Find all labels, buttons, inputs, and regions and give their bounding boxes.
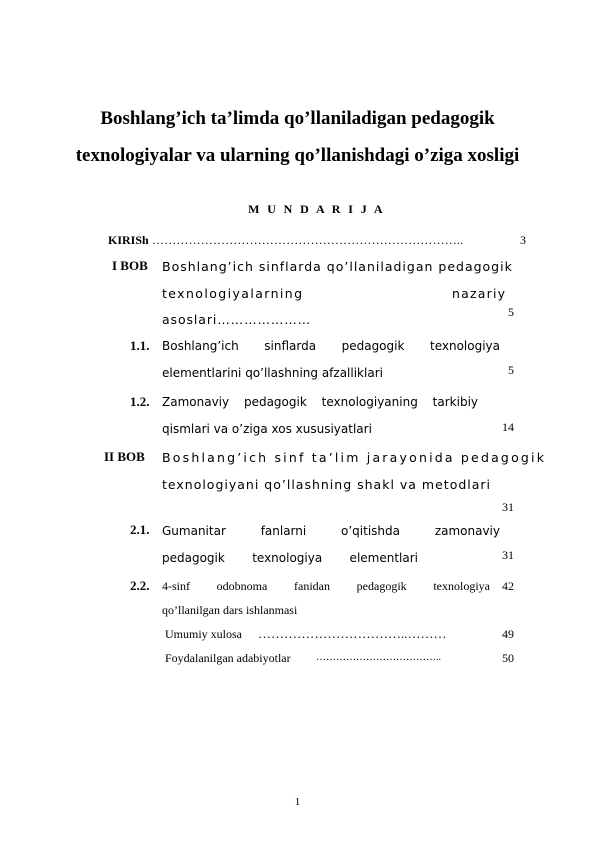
toc-summary-leader: ……………………………..………: [258, 626, 447, 641]
toc-intro-leader: …………………………………………………………………..: [152, 233, 464, 247]
toc-ch1-line-1: Boshlang’ich sinflarda qo’llaniladigan pedagogik: [162, 259, 513, 274]
toc-ch2-line-1: Boshlang’ich sinf ta’lim jarayonida pedagogik: [162, 450, 547, 465]
toc-ch1-line-2a: texnologiyalarning: [162, 286, 304, 301]
toc-s12-page: 14: [502, 420, 514, 434]
toc-intro-page: 3: [520, 233, 526, 247]
toc-s21-number: 2.1.: [130, 522, 150, 537]
toc-s22-line-2: qo’llanilgan dars ishlanmasi: [162, 603, 298, 617]
toc-s11-page: 5: [508, 363, 514, 377]
toc-ch1-line-2b: nazariy: [452, 286, 507, 301]
toc-s22-page: 42: [502, 579, 514, 593]
toc-s21-line-2: pedagogik texnologiya elementlari: [162, 551, 418, 565]
title-line-2: texnologiyalar va ularning qo’llanishdagi o’ziga xosligi: [75, 145, 520, 166]
toc-summary-label: Umumiy xulosa: [165, 627, 242, 641]
toc-refs-leader: ………………………………..: [316, 652, 441, 663]
toc-s11-number: 1.1.: [130, 338, 150, 353]
toc-s12-line-1: Zamonaviy pedagogik texnologiyaning tarkibiy: [162, 395, 478, 409]
toc-s12-number: 1.2.: [130, 394, 150, 409]
toc-ch2-page: 31: [502, 500, 514, 514]
title-line-1: Boshlang’ich ta’limda qo’llaniladigan pedagogik: [100, 108, 495, 129]
toc-refs-label: Foydalanilgan adabiyotlar: [165, 651, 291, 665]
toc-s21-page: 31: [502, 548, 514, 562]
contents-heading: M U N D A R I J A: [248, 202, 385, 216]
toc-s11-line-2: elementlarini qo’llashning afzalliklari: [162, 366, 383, 380]
toc-ch2-line-2: texnologiyani qo’llashning shakl va metodlari: [162, 477, 492, 492]
toc-s12-line-2: qismlari va o’ziga xos xususiyatlari: [162, 422, 372, 436]
toc-ch2-label: II BOB: [104, 449, 145, 464]
toc-s22-number: 2.2.: [130, 578, 150, 593]
toc-summary-page: 49: [502, 627, 514, 641]
toc-s22-line-1: 4-sinf odobnoma fanidan pedagogik texnologiya: [162, 579, 490, 593]
toc-s11-line-1: Boshlang’ich sinflarda pedagogik texnologiya: [162, 339, 500, 353]
toc-s21-line-1: Gumanitar fanlarni o’qitishda zamonaviy: [162, 524, 500, 538]
toc-refs-page: 50: [502, 651, 514, 665]
toc-intro-label: KIRISh: [108, 233, 149, 247]
toc-ch1-label: I BOB: [112, 258, 148, 273]
page-number: 1: [294, 796, 301, 808]
toc-ch1-page: 5: [508, 305, 514, 319]
toc-ch1-line-3: asoslari…………………: [162, 312, 312, 327]
